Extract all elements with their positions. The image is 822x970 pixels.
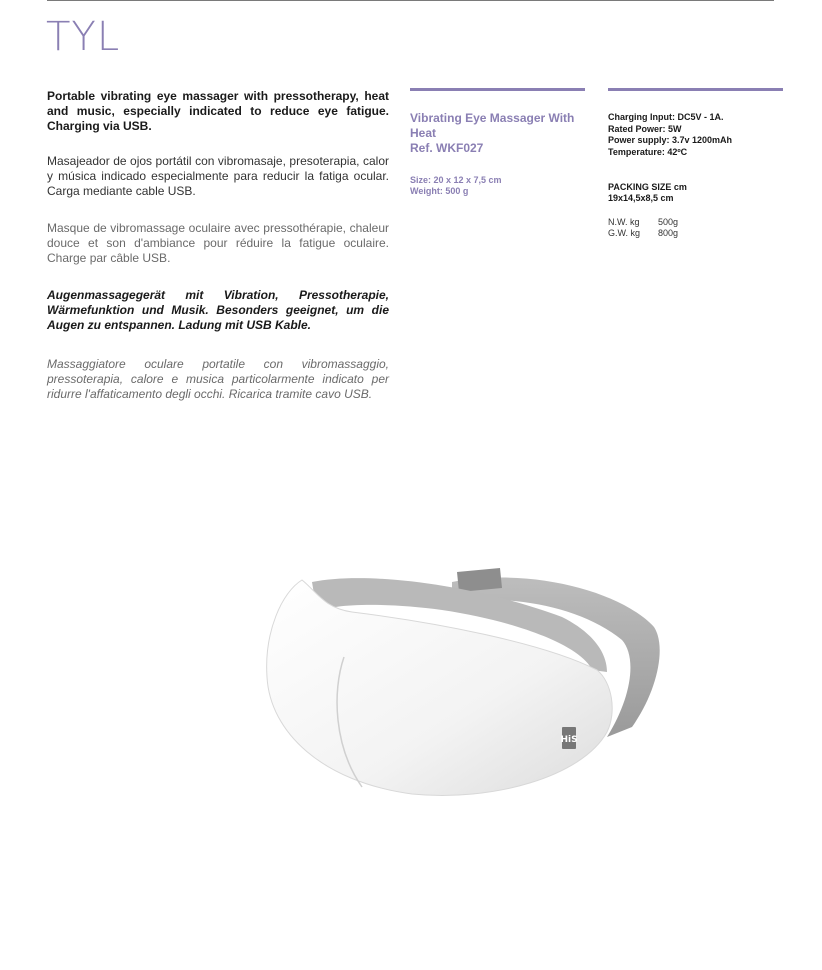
logo-text: HiS: [560, 735, 578, 745]
product-dimensions: [410, 175, 502, 197]
gross-weight-row: [608, 228, 678, 239]
tech-specs: [608, 112, 732, 158]
description-english: Portable vibrating eye massager with pressotherapy, heat and music, especially indicated to reduce eye fatigue. Charging via USB.: [47, 89, 389, 133]
packing-size: 19x14,5x8,5 cm: [608, 193, 674, 203]
net-weight-value: 500g: [658, 217, 679, 227]
product-column-divider: [410, 88, 585, 91]
eye-massager-image: [262, 562, 662, 802]
spec-rated-power: Rated Power: 5W: [608, 123, 682, 134]
product-size: Size: 20 x 12 x 7,5 cm: [410, 175, 502, 185]
net-weight-row: [608, 217, 678, 228]
spec-power-supply: Power supply: 3.7v 1200mAh: [608, 135, 733, 145]
page-title: TYL: [46, 14, 121, 60]
top-divider: [47, 0, 774, 1]
packing-info: [608, 182, 687, 204]
strap-buckle: [457, 568, 502, 592]
product-weight: Weight: 500 g: [410, 186, 469, 196]
product-name: Vibrating Eye Massager With Heat: [410, 111, 575, 140]
description-german: Augenmassagegerät mit Vibration, Pressotherapie, Wärmefunktion und Musik. Besonders geeignet, um die Augen zu entspannen. Ladung mit USB Kable.: [47, 288, 389, 332]
description-italian: Massaggiatore oculare portatile con vibromassaggio, pressoterapia, calore e musica particolarmente indicato per ridurre l'affaticamento degli occhi. Ricarica tramite cavo USB.: [47, 357, 389, 401]
net-weight-label: N.W. kg: [608, 217, 640, 227]
product-ref: Ref. WKF027: [410, 141, 484, 155]
spec-charging-input: Charging Input: DC5V - 1A.: [608, 112, 724, 122]
spec-temperature: Temperature: 42ºC: [608, 146, 688, 157]
product-info: [410, 111, 585, 156]
specs-column-divider: [608, 88, 783, 91]
gross-weight-value: 800g: [658, 228, 679, 238]
description-spanish: Masajeador de ojos portátil con vibromasaje, presoterapia, calor y música indicado especialmente para reducir la fatiga ocular. Carga mediante cable USB.: [47, 154, 389, 198]
description-french: Masque de vibromassage oculaire avec pressothérapie, chaleur douce et son d'ambiance pour réduire la fatigue oculaire. Charge par câble USB.: [47, 221, 389, 265]
body-shape: [267, 580, 613, 795]
weights-table: [608, 217, 678, 239]
packing-label: PACKING SIZE cm: [608, 182, 687, 192]
his-logo: [560, 727, 577, 749]
gross-weight-label: G.W. kg: [608, 228, 641, 238]
